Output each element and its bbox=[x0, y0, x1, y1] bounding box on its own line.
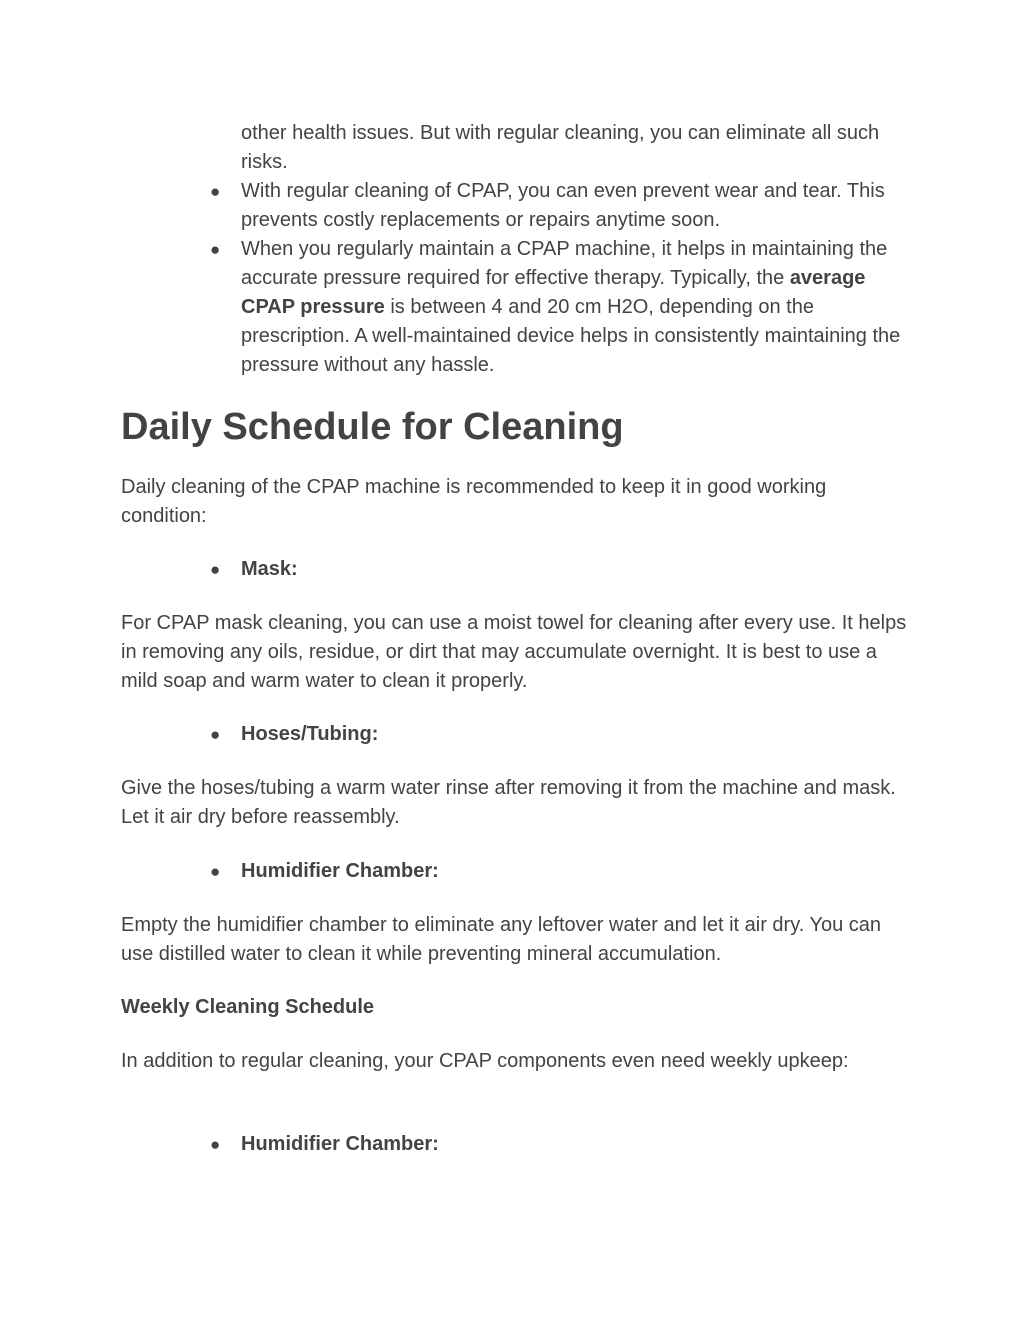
item-heading-weekly-humidifier bbox=[210, 1130, 439, 1159]
bullet-continuation: other health issues. But with regular cleaning, you can eliminate all such risks. bbox=[241, 122, 880, 173]
list-item-text: With regular cleaning of CPAP, you can even prevent wear and tear. This prevents costly replacements or repairs anytime soon. bbox=[241, 180, 885, 231]
bullet-icon: ● bbox=[210, 725, 221, 744]
list-item bbox=[210, 235, 906, 380]
item-label: Humidifier Chamber: bbox=[241, 1133, 439, 1155]
list-item bbox=[210, 177, 906, 235]
bullet-icon: ● bbox=[210, 862, 221, 881]
bullet-icon: ● bbox=[210, 182, 221, 201]
item-heading-humidifier bbox=[210, 857, 439, 886]
section-heading: Daily Schedule for Cleaning bbox=[121, 406, 624, 448]
weekly-heading: Weekly Cleaning Schedule bbox=[121, 996, 375, 1018]
list-item-text-after: is between 4 and 20 cm H2O, depending on the prescription. A well-maintained device helps in consistently maintaining the pressure without any hassle. bbox=[241, 296, 901, 376]
item-heading-hoses bbox=[210, 720, 379, 749]
bold-term: average CPAP pressure bbox=[241, 267, 866, 318]
list-item-text-before: When you regularly maintain a CPAP machine, it helps in maintaining the accurate pressure required for effective therapy. Typically, the bbox=[241, 238, 888, 289]
item-text-mask: For CPAP mask cleaning, you can use a moist towel for cleaning after every use. It helps in removing any oils, residue, or dirt that may accumulate overnight. It is best to use a mild soap and warm water to clean it properly. bbox=[121, 612, 907, 692]
bullet-icon: ● bbox=[210, 240, 221, 259]
item-label: Hoses/Tubing: bbox=[241, 723, 379, 745]
benefits-list bbox=[210, 177, 906, 380]
bullet-icon: ● bbox=[210, 560, 221, 579]
item-text-humidifier: Empty the humidifier chamber to eliminate any leftover water and let it air dry. You can use distilled water to clean it while preventing mineral accumulation. bbox=[121, 914, 882, 965]
bullet-icon: ● bbox=[210, 1135, 221, 1154]
item-heading-mask bbox=[210, 555, 298, 584]
weekly-intro: In addition to regular cleaning, your CPAP components even need weekly upkeep: bbox=[121, 1050, 849, 1072]
item-text-hoses: Give the hoses/tubing a warm water rinse after removing it from the machine and mask. Let it air dry before reassembly. bbox=[121, 777, 896, 828]
item-label: Humidifier Chamber: bbox=[241, 860, 439, 882]
section-intro: Daily cleaning of the CPAP machine is recommended to keep it in good working condition: bbox=[121, 476, 827, 527]
item-label: Mask: bbox=[241, 558, 298, 580]
